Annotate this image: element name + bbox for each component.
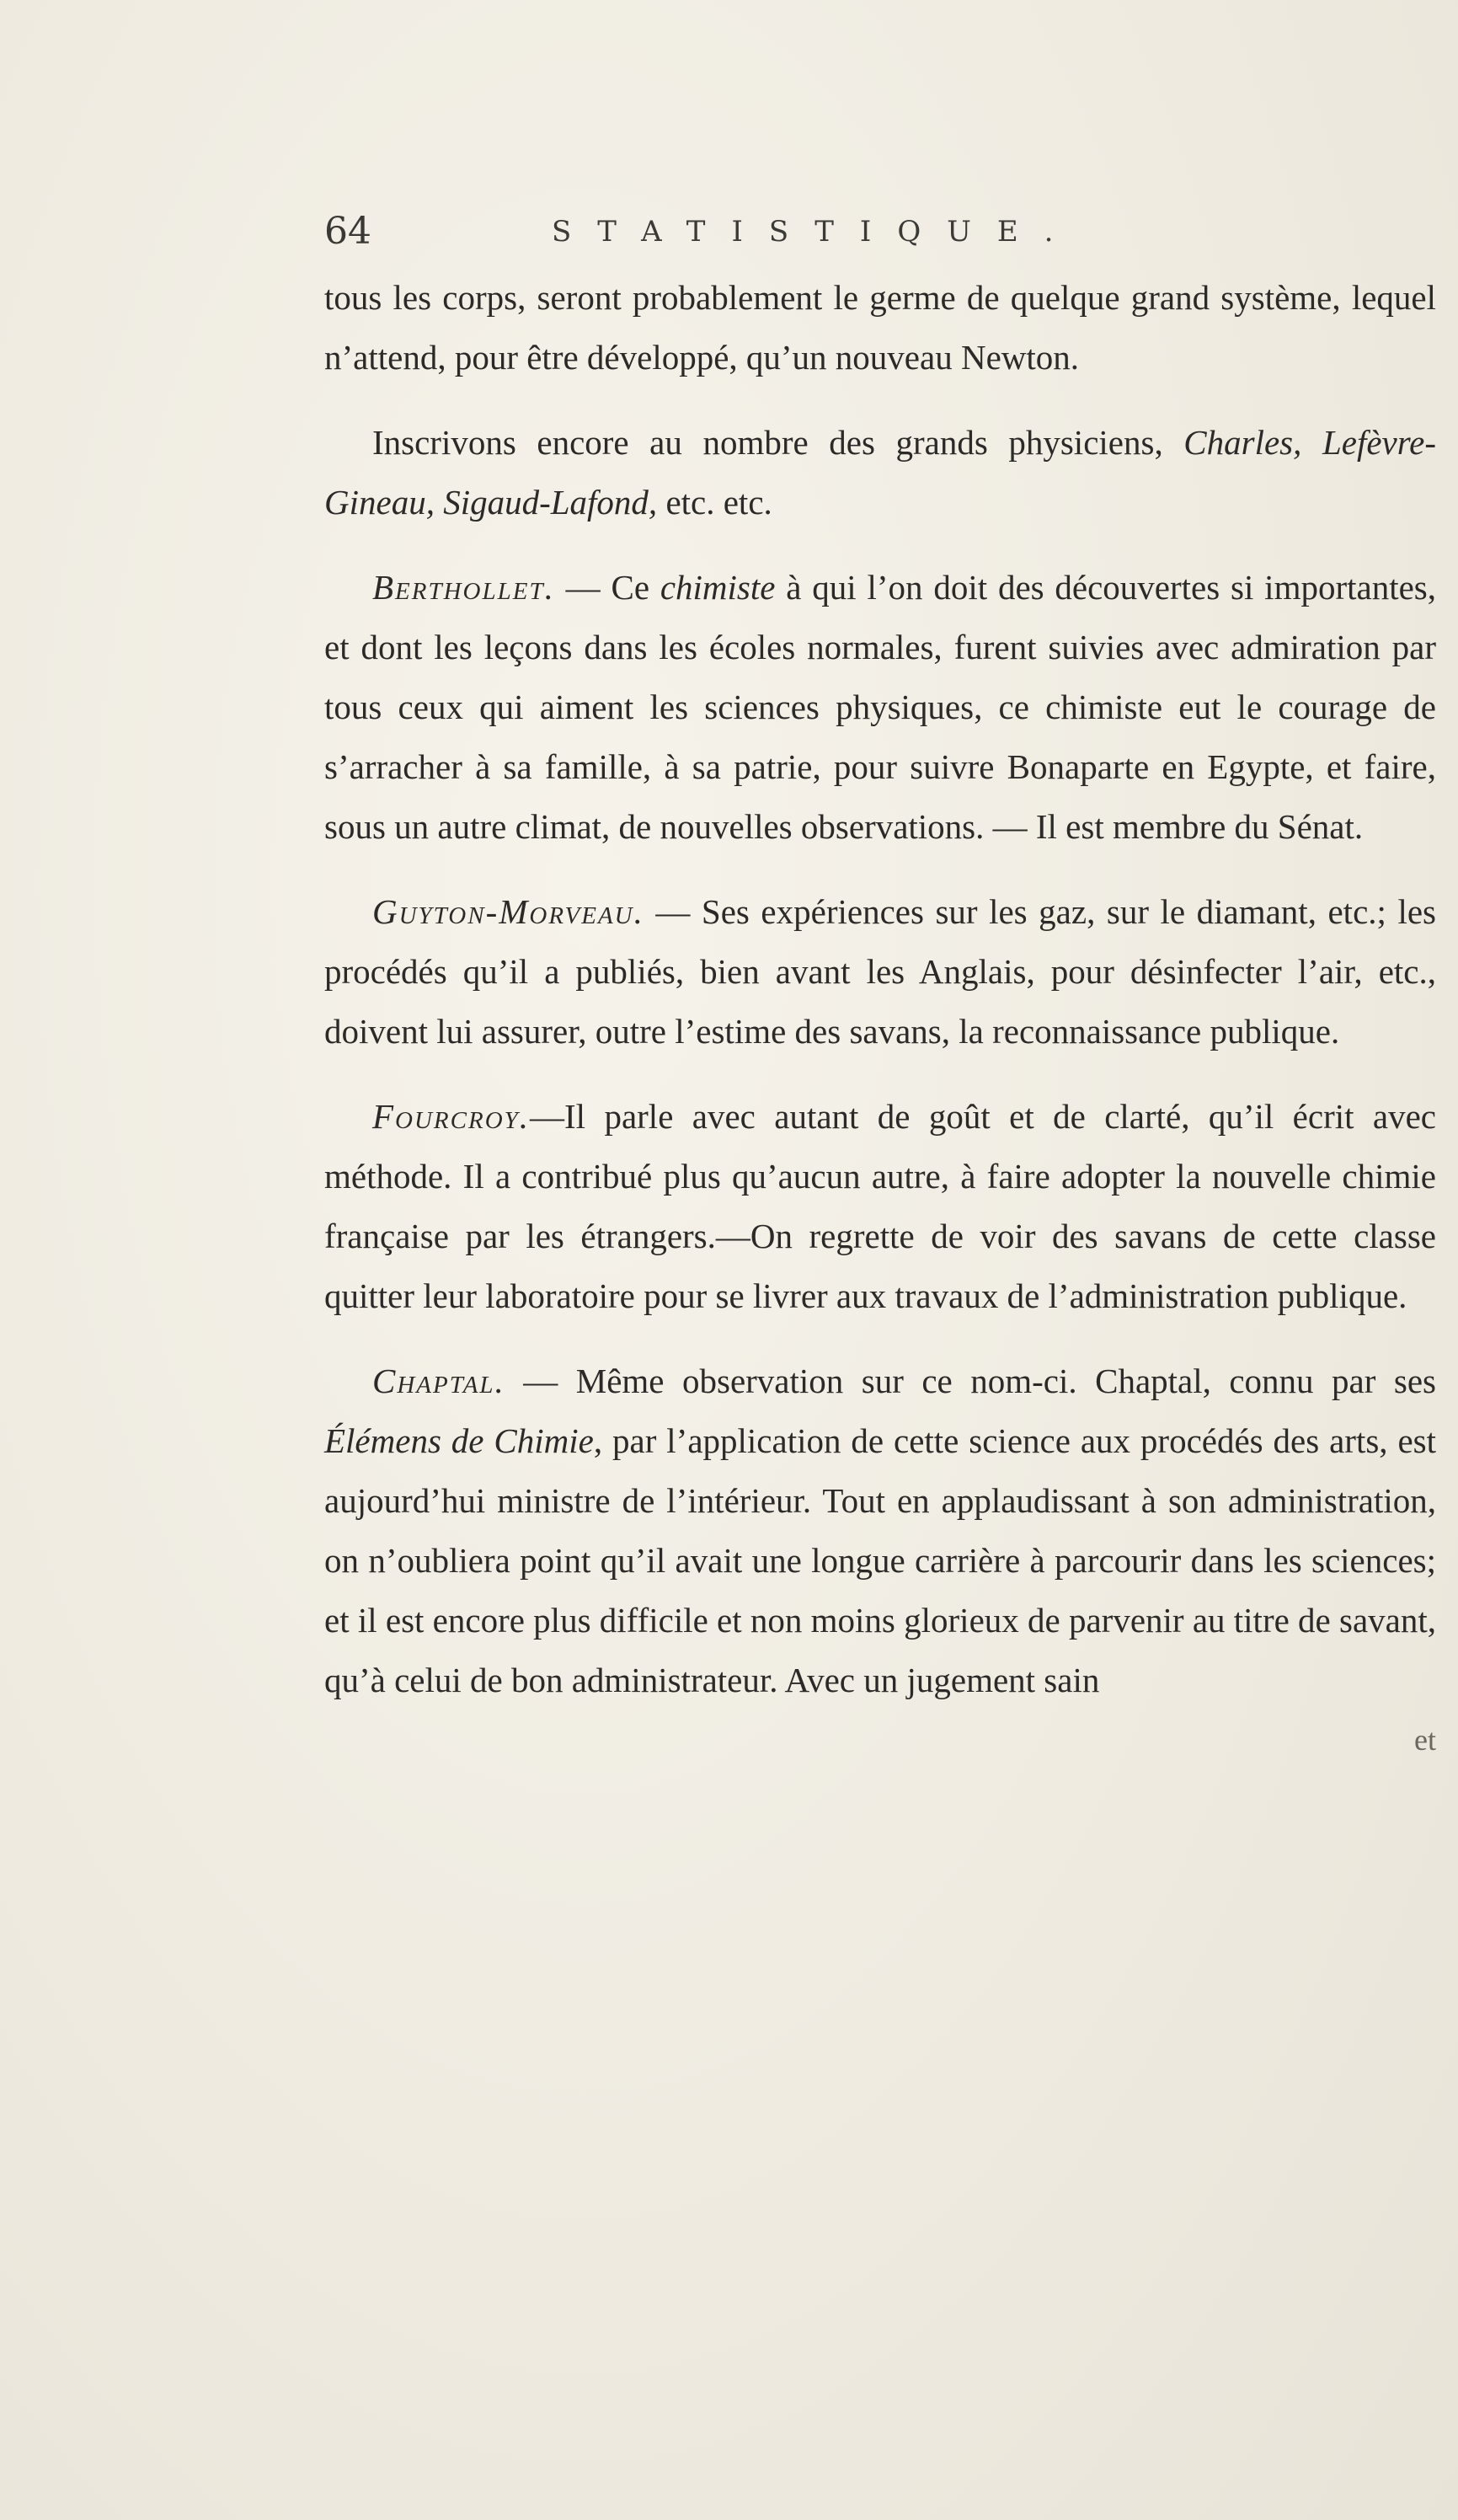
paragraph-text: —Il parle avec autant de goût et de clarté, qu’il écrit avec méthode. Il a contribué plus qu’aucun autre, à faire adopter la nouvelle chimie française par les étrangers.—On regrette de voir des savans de cette classe quitter leur laboratoire pour se livrer aux travaux de l’administration publique. <box>324 1097 1436 1315</box>
paragraph-text: etc. etc. <box>665 483 772 522</box>
paragraph-physiciens <box>324 413 1436 532</box>
italic-word: chimiste <box>660 568 776 607</box>
entry-name-guyton-morveau: Guyton-Morveau. <box>372 892 644 931</box>
paragraph-chaptal <box>324 1351 1436 1710</box>
body-text <box>324 268 1436 1778</box>
paragraph-text: , par l’application de cette science aux procédés des arts, est aujourd’hui ministre de l’intérieur. Tout en applaudissant à son administration, on n’oubliera point qu’il avait une longue carrière à parcourir dans les sciences; et il est encore plus difficile et non moins glorieux de parvenir au titre de savant, qu’à celui de bon administrateur. Avec un jugement sain <box>324 1421 1437 1699</box>
entry-name-fourcroy: Fourcroy. <box>372 1097 531 1136</box>
catchword: et <box>1414 1723 1436 1757</box>
paragraph-fourcroy <box>324 1087 1436 1326</box>
paragraph-text: tous les corps, seront probablement le germe de quelque grand système, lequel n’attend, pour être développé, qu’un nouveau Newton. <box>324 278 1436 377</box>
physicist-names: Charles, Lefèvre-Gineau, Sigaud-Lafond, <box>324 423 1437 522</box>
paragraph-text: — Ses expériences sur les gaz, sur le diamant, etc.; les procédés qu’il a publiés, bien avant les Anglais, pour désinfecter l’air, etc., doivent lui assurer, outre l’estime des savans, la reconnaissance publique. <box>324 892 1436 1051</box>
running-title: STATISTIQUE. <box>552 215 1080 249</box>
paragraph-text: — Ce <box>554 568 660 607</box>
paragraph-berthollet <box>324 558 1436 857</box>
entry-name-chaptal: Chaptal. <box>372 1362 505 1400</box>
running-head <box>324 206 1242 257</box>
paragraph-text: Inscrivons encore au nombre des grands physiciens, <box>372 423 1163 462</box>
paragraph-newton <box>324 268 1436 388</box>
page-number: 64 <box>324 210 371 253</box>
paragraph-text: à qui l’on doit des découvertes si importantes, et dont les leçons dans les écoles normales, furent suivies avec admiration par tous ceux qui aiment les sciences physiques, ce chimiste eut le courage de s’arracher à sa famille, à sa patrie, pour suivre Bonaparte en Egypte, et faire, sous un autre climat, de nouvelles observations. — Il est membre du Sénat. <box>324 568 1436 846</box>
paragraph-text: — Même observation sur ce nom-ci. Chaptal, connu par ses <box>505 1362 1436 1400</box>
paragraph-guyton-morveau <box>324 882 1436 1062</box>
book-title: Élémens de Chimie <box>324 1421 594 1460</box>
entry-name-berthollet: Berthollet. <box>372 568 555 607</box>
